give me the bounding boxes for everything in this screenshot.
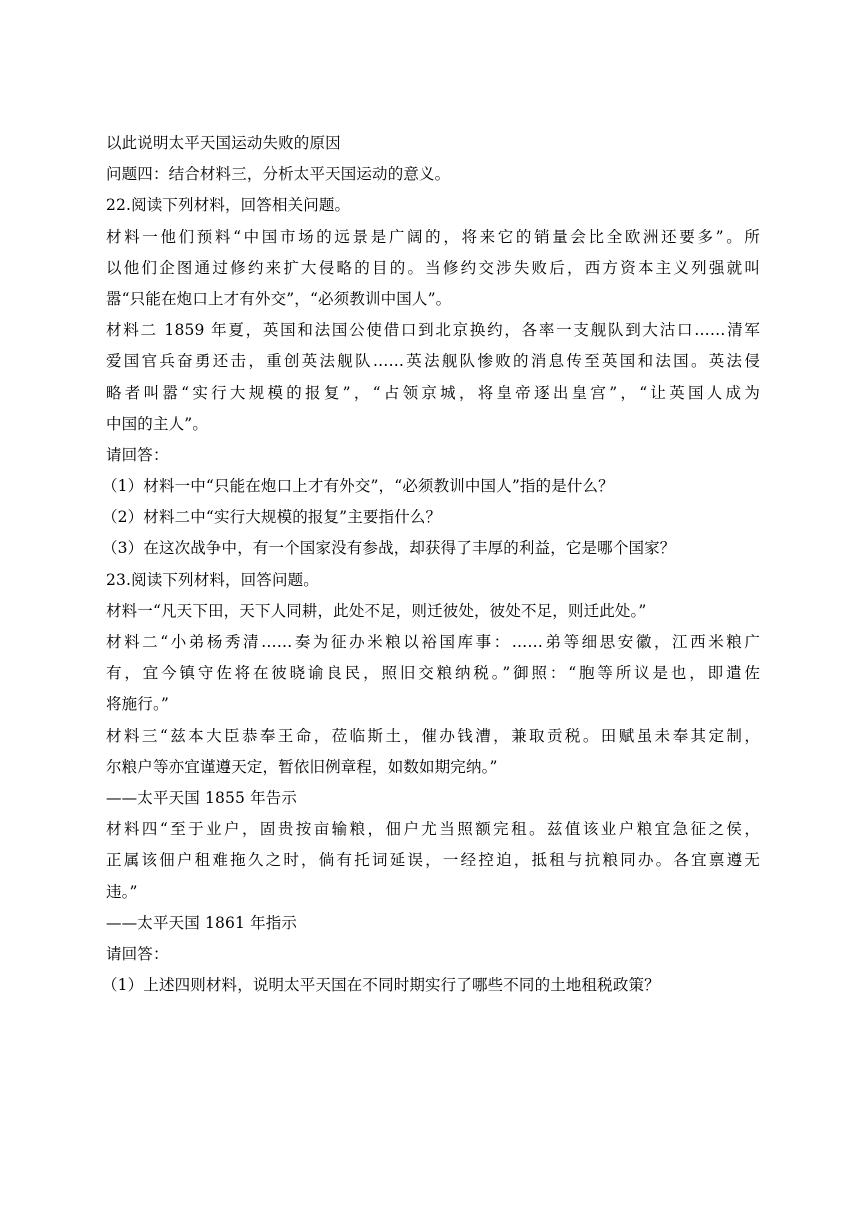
source-attribution: ——太平天国 1861 年指示 (106, 913, 298, 932)
text-line: 嚣“只能在炮口上才有外交”，“必须教训中国人”。 (106, 289, 452, 308)
text-line: 材料三“兹本大臣恭奉王命，莅临斯土，催办钱漕，兼取贡税。田赋虽未奉其定制， (106, 726, 760, 745)
text-line: 以此说明太平天国运动失败的原因 (106, 134, 341, 152)
text-line: 将施行。” (106, 695, 169, 714)
question-4-line: 问题四：结合材料三，分析太平天国运动的意义。 (106, 165, 451, 184)
text-line: 略者叫嚣“实行大规模的报复”，“占领京城，将皇帝逐出皇宫”，“让英国人成为 (106, 383, 760, 402)
text-line: 材料二“小弟杨秀清……奏为征办米粮以裕国库事：……弟等细思安徽，江西米粮广 (106, 633, 760, 651)
sub-question-line: （1）材料一中“只能在炮口上才有外交”，“必须教训中国人”指的是什么？ (102, 477, 614, 496)
sub-question-line: （3）在这次战争中，有一个国家没有参战，却获得了丰厚的利益，它是哪个国家？ (102, 539, 676, 558)
text-line: 有，宜今镇守佐将在彼晓谕良民，照旧交粮纳税。”御照：“胞等所议是也，即遣佐 (106, 664, 760, 683)
text-line: 中国的主人”。 (106, 414, 208, 433)
sub-question-line: （2）材料二中“实行大规模的报复”主要指什么？ (102, 508, 442, 527)
text-line: 正属该佃户租难拖久之时，倘有托词延误，一经控迫，抵租与抗粮同办。各宜禀遵无 (106, 851, 760, 870)
text-line: 请回答： (106, 445, 169, 464)
text-line: 违。” (106, 882, 138, 901)
text-line: 尔粮户等亦宜谨遵天定，暂依旧例章程，如数如期完纳。” (106, 757, 498, 776)
source-attribution: ——太平天国 1855 年告示 (106, 788, 298, 807)
question-22-heading: 22.阅读下列材料，回答相关问题。 (106, 196, 351, 215)
text-line: 请回答： (106, 944, 169, 963)
document-body (102, 128, 760, 1001)
text-line: 材料一“凡天下田，天下人同耕，此处不足，则迁彼处，彼处不足，则迁此处。” (106, 601, 647, 620)
sub-question-line: （1）上述四则材料，说明太平天国在不同时期实行了哪些不同的土地租税政策？ (102, 976, 660, 995)
text-line: 以他们企图通过修约来扩大侵略的目的。当修约交涉失败后，西方资本主义列强就叫 (106, 258, 760, 277)
question-23-heading: 23.阅读下列材料，回答问题。 (106, 570, 319, 589)
text-line: 材料二 1859 年夏，英国和法国公使借口到北京换约，各率一支舰队到大沽口……清军 (106, 321, 760, 340)
text-line: 爱国官兵奋勇还击，重创英法舰队……英法舰队惨败的消息传至英国和法国。英法侵 (106, 352, 760, 371)
text-line: 材料四“至于业户，固贵按亩输粮，佃户尤当照额完租。兹值该业户粮宜急征之侯， (106, 820, 760, 839)
text-line: 材料一他们预料“中国市场的远景是广阔的，将来它的销量会比全欧洲还要多”。所 (106, 227, 760, 246)
